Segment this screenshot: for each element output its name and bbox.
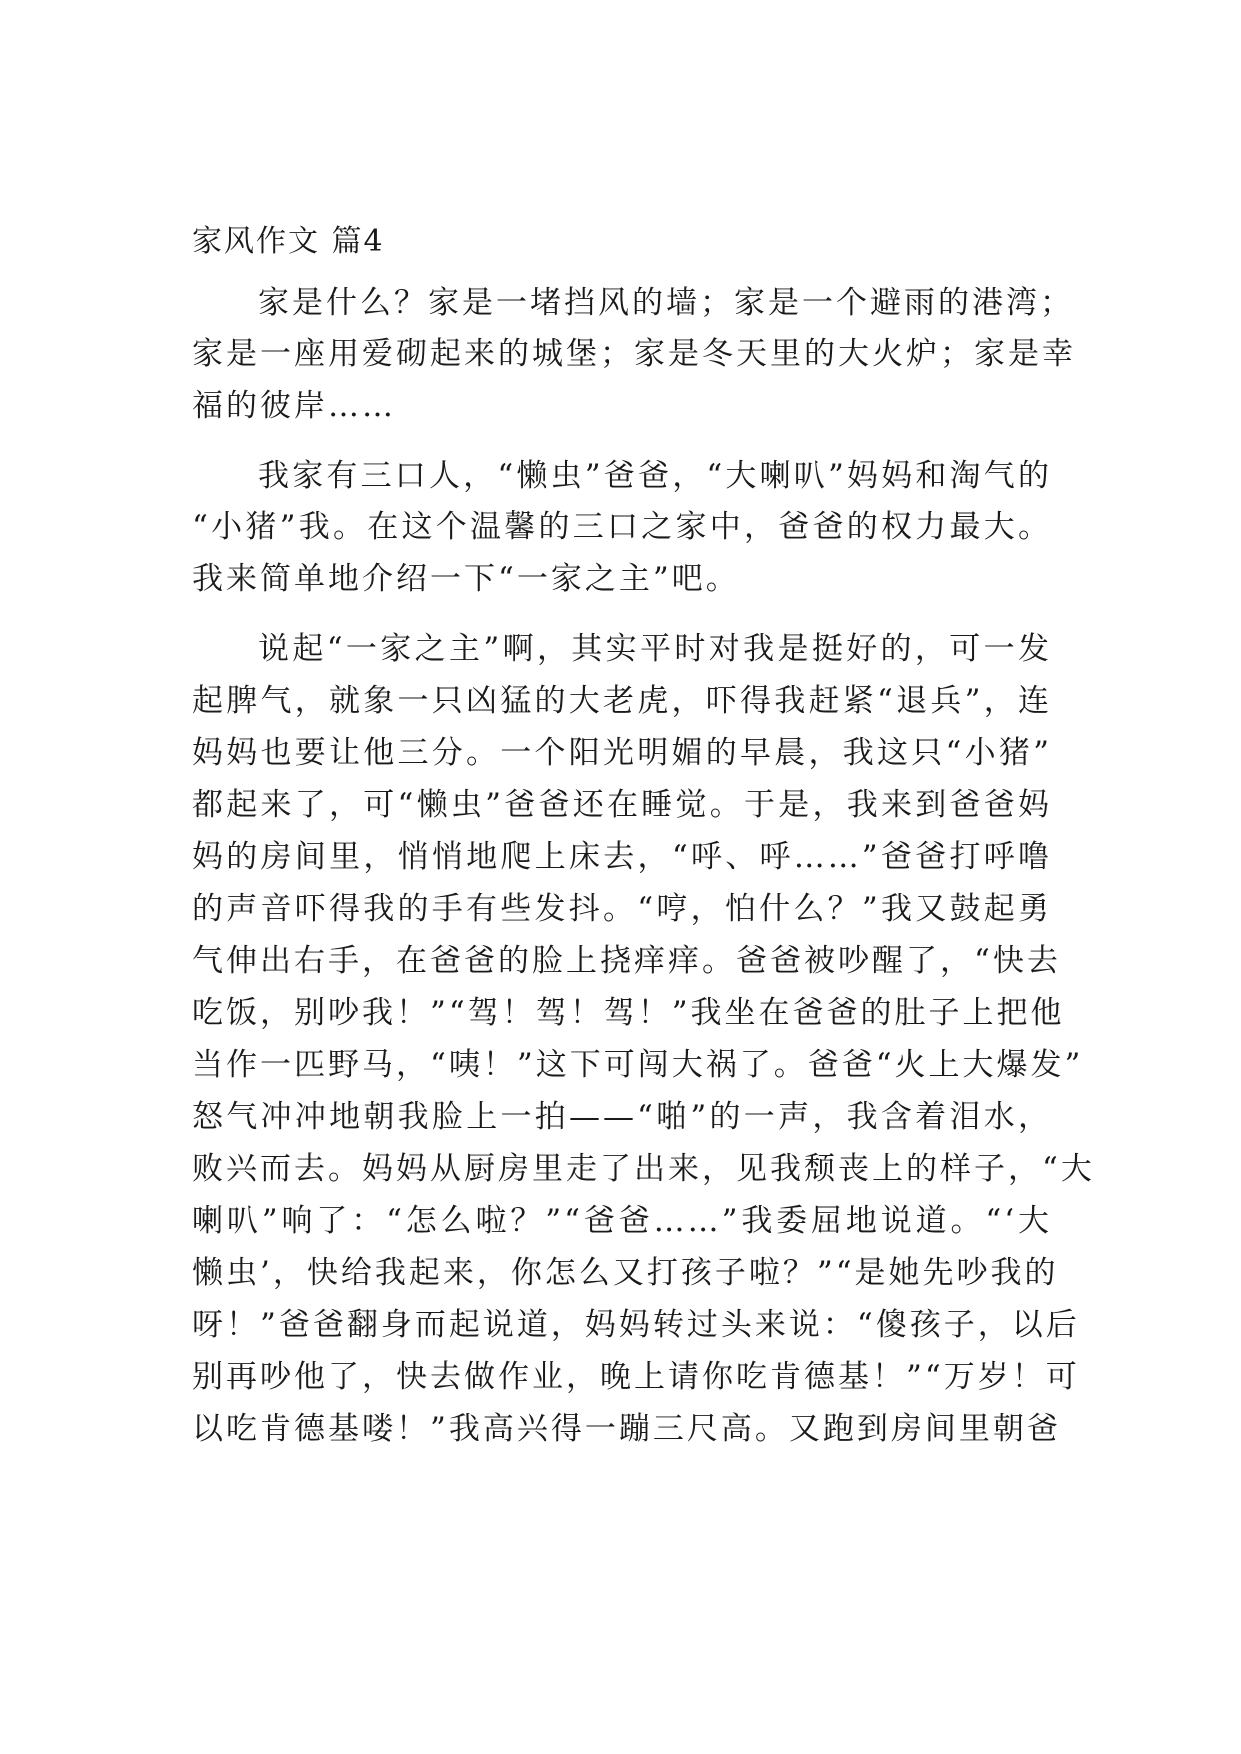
paragraph-1-line-2: 家是一座用爱砌起来的城堡；家是冬天里的大火炉；家是幸 <box>192 336 1076 372</box>
paragraph-3-line-16: 以吃肯德基喽！”我高兴得一蹦三尺高。又跑到房间里朝爸 <box>192 1411 1061 1447</box>
paragraph-1-line-3: 福的彼岸…… <box>192 388 396 424</box>
document-title: 家风作文 篇4 <box>192 224 385 259</box>
paragraph-3-line-6: 的声音吓得我的手有些发抖。“哼，怕什么？”我又鼓起勇 <box>192 891 1052 927</box>
paragraph-3-line-9: 当作一匹野马，“咦！”这下可闯大祸了。爸爸“火上大爆发” <box>192 1047 1084 1083</box>
paragraph-2-line-1: 我家有三口人，“懒虫”爸爸，“大喇叭”妈妈和淘气的 <box>258 458 1052 494</box>
paragraph-3-line-10: 怒气冲冲地朝我脸上一拍——“啪”的一声，我含着泪水， <box>192 1099 1052 1135</box>
paragraph-2-line-3: 我来简单地介绍一下“一家之主”吧。 <box>192 561 740 597</box>
paragraph-2-line-2: “小猪”我。在这个温馨的三口之家中，爸爸的权力最大。 <box>192 509 1052 545</box>
paragraph-3-line-3: 妈妈也要让他三分。一个阳光明媚的早晨，我这只“小猪” <box>192 735 1052 771</box>
paragraph-3-line-12: 喇叭”响了：“怎么啦？”“爸爸……”我委屈地说道。“‘大 <box>192 1203 1052 1239</box>
paragraph-3-line-14: 呀！”爸爸翻身而起说道，妈妈转过头来说：“傻孩子，以后 <box>192 1307 1080 1343</box>
paragraph-3-line-5: 妈的房间里，悄悄地爬上床去，“呼、呼……”爸爸打呼噜 <box>192 839 1052 875</box>
paragraph-3-line-7: 气伸出右手，在爸爸的脸上挠痒痒。爸爸被吵醒了，“快去 <box>192 943 1061 979</box>
paragraph-1-line-1: 家是什么？家是一堵挡风的墙；家是一个避雨的港湾； <box>258 285 1074 321</box>
paragraph-3-line-4: 都起来了，可“懒虫”爸爸还在睡觉。于是，我来到爸爸妈 <box>192 787 1052 823</box>
paragraph-3-line-1: 说起“一家之主”啊，其实平时对我是挺好的，可一发 <box>258 631 1052 667</box>
paragraph-3-line-11: 败兴而去。妈妈从厨房里走了出来，见我颓丧上的样子，“大 <box>192 1151 1095 1187</box>
paragraph-3-line-15: 别再吵他了，快去做作业，晚上请你吃肯德基！”“万岁！可 <box>192 1359 1080 1395</box>
paragraph-3-line-2: 起脾气，就象一只凶猛的大老虎，吓得我赶紧“退兵”，连 <box>192 683 1052 719</box>
paragraph-3-line-8: 吃饭，别吵我！”“驾！驾！驾！”我坐在爸爸的肚子上把他 <box>192 995 1065 1031</box>
paragraph-3-line-13: 懒虫’，快给我起来，你怎么又打孩子啦？”“是她先吵我的 <box>192 1255 1059 1291</box>
